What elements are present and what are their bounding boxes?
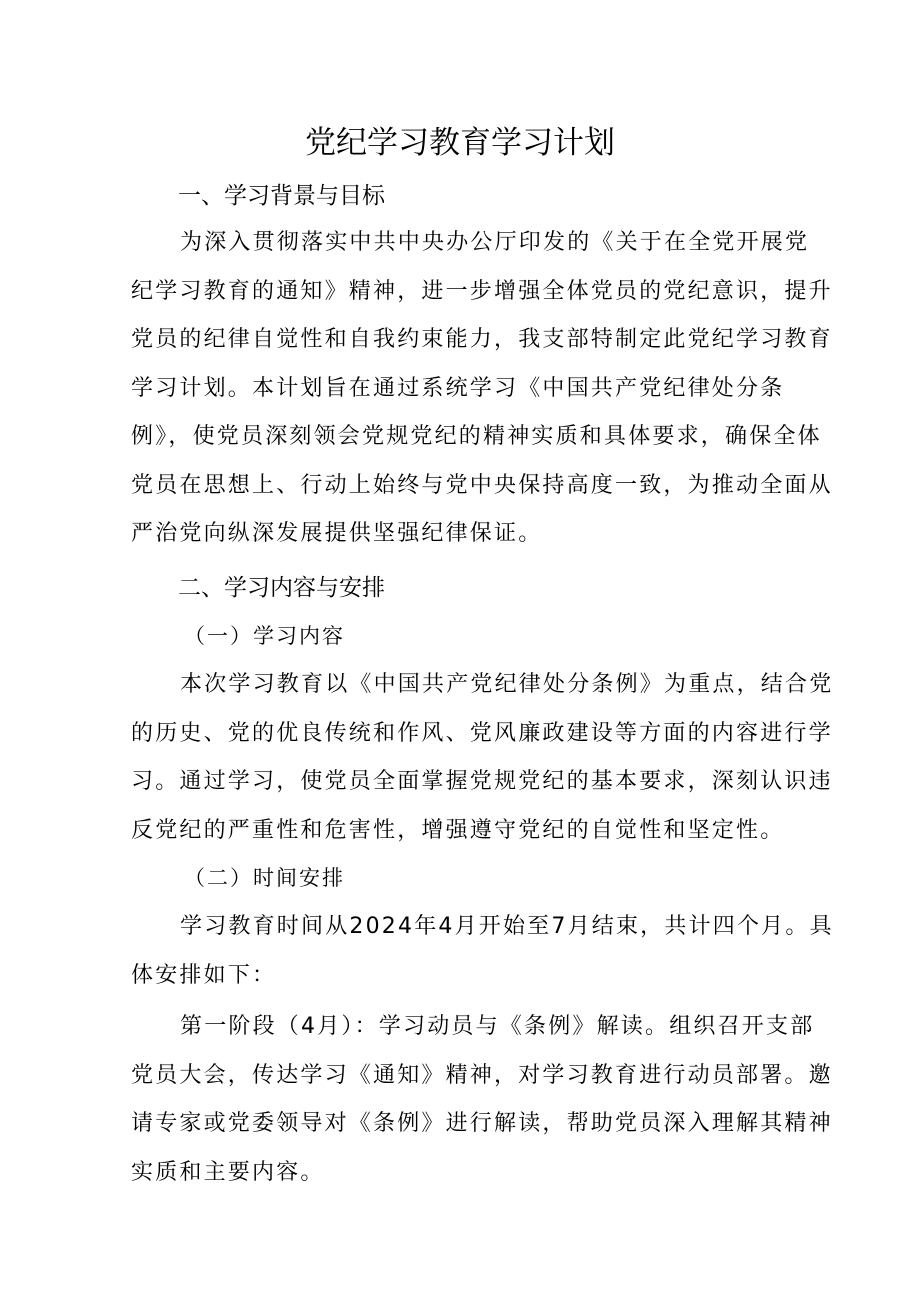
- paragraph-line: 学习教育时间从2024年4月开始至7月结束，共计四个月。具: [180, 914, 834, 939]
- paragraph-line: 党员在思想上、行动上始终与党中央保持高度一致，为推动全面从: [131, 472, 833, 498]
- paragraph-line: 党员的纪律自觉性和自我约束能力，我支部特制定此党纪学习教育: [131, 327, 833, 352]
- paragraph-line: 第一阶段（4月）：学习动员与《条例》解读。组织召开支部: [180, 1014, 815, 1039]
- subsection-heading-content: （一）学习内容: [184, 624, 345, 648]
- paragraph-line: 党员大会，传达学习《通知》精神，对学习教育进行动员部署。邀: [131, 1062, 833, 1088]
- paragraph-line: 例》，使党员深刻领会党规党纪的精神实质和具体要求，确保全体: [131, 424, 822, 449]
- paragraph-line: 严治党向纵深发展提供坚强纪律保证。: [131, 521, 543, 546]
- paragraph-line: 纪学习教育的通知》精神，进一步增强全体党员的党纪意识，提升: [131, 278, 833, 304]
- subsection-content-paragraph: [131, 661, 834, 855]
- stage1-paragraph: [131, 1003, 833, 1197]
- subsection-heading-schedule: （二）时间安排: [184, 866, 345, 890]
- paragraph-line: 习。通过学习，使党员全面掌握党规党纪的基本要求，深刻认识违: [131, 769, 833, 794]
- section1-paragraph: [131, 219, 833, 559]
- paragraph-line: 体安排如下：: [131, 962, 277, 988]
- schedule-paragraph: [131, 903, 834, 1000]
- paragraph-line: 反党纪的严重性和危害性，增强遵守党纪的自觉性和坚定性。: [131, 817, 785, 843]
- paragraph-line: 本次学习教育以《中国共产党纪律处分条例》为重点，结合党: [180, 672, 834, 697]
- paragraph-line: 的历史、党的优良传统和作风、党风廉政建设等方面的内容进行学: [131, 720, 833, 746]
- section2-heading: 二、学习内容与安排: [178, 575, 385, 601]
- paragraph-line: 请专家或党委领导对《条例》进行解读，帮助党员深入理解其精神: [131, 1111, 833, 1136]
- paragraph-line: 学习计划。本计划旨在通过系统学习《中国共产党纪律处分条: [131, 375, 785, 401]
- section1-heading: 一、学习背景与目标: [178, 183, 385, 209]
- paragraph-line: 为深入贯彻落实中共中央办公厅印发的《关于在全党开展党: [180, 230, 810, 255]
- paragraph-line: 实质和主要内容。: [131, 1159, 325, 1185]
- document-title: 党纪学习教育学习计划: [305, 125, 615, 161]
